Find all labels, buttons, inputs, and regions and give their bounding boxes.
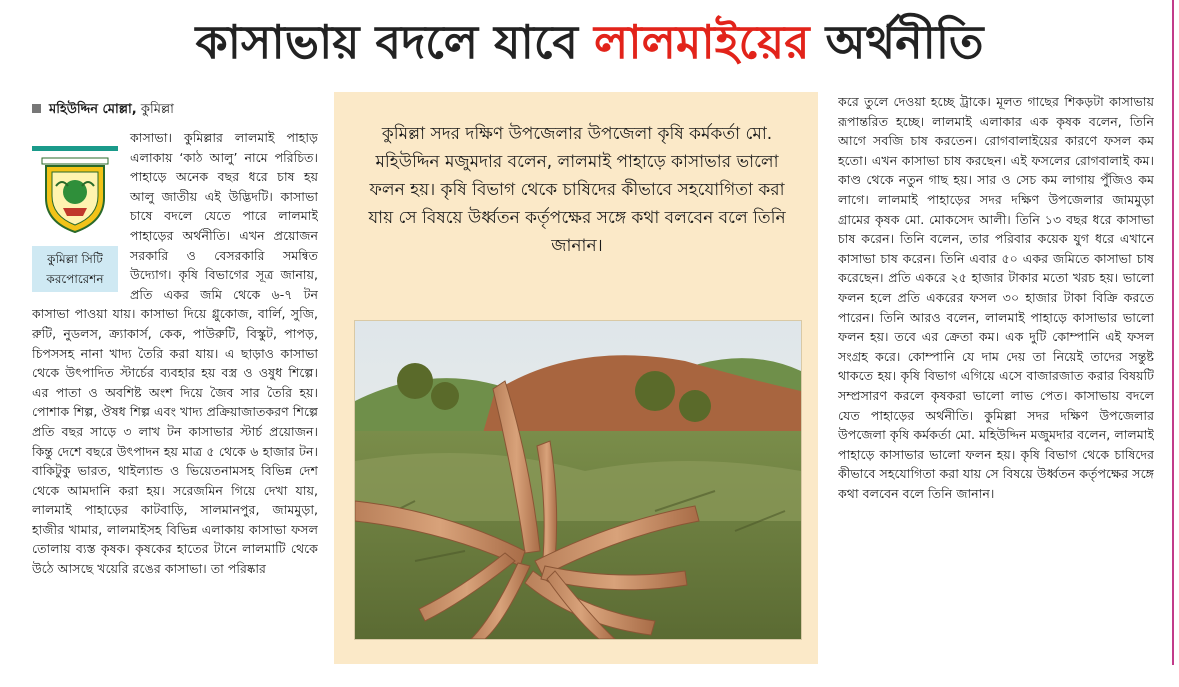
right-column-text: করে তুলে দেওয়া হচ্ছে ট্রাকে। মূলত গাছের শিকড়টা কাসাভায় রূপান্তরিত হচ্ছে। লালমাই এলাকার এক কৃষক বলেন, তিনি আগে সবজি চাষ করতেন। রোগবালাইয়ের কারণে ফসল কম হতো। এখন কাসাভা চাষ করছেন। এই ফসলের রোগবালাই কম। কাণ্ড থেকে নতুন গাছ হয়। সার ও সেচ কম লাগায় পুঁজিও কম লাগে। লালমাই পাহাড়ের সদর দক্ষিণ উপজেলার জামমুড়া গ্রামের কৃষক মো. মোকসেদ আলী। তিনি ১৩ বছর ধরে কাসাভা চাষ করেন। তিনি বলেন, তার পরিবার কয়েক যুগ ধরে এখানে কাসাভা চাষ করেন। তিনি এবার ৫০ একর জমিতে কাসাভা চাষ করেছেন। প্রতি একরে ২৫ হাজার টাকার মতো খরচ হয়। ভালো ফলন হলে প্রতি একরের ফসল ৩০ হাজার টাকা বিক্রি করতে পারেন। তিনি আরও বলেন, লালমাই পাহাড়ে কাসাভার ভালো ফলন হয়। তবে এর ক্রেতা কম। এক দুটি কোম্পানি এই ফসল সংগ্রহ করে। কোম্পানি যে দাম দেয় তা নিয়েই তাদের সন্তুষ্ট থাকতে হয়। কৃষি বিভাগ এগিয়ে এসে বাজারজাত করার বিষয়টি সম্প্রসারণ করলে কৃষকরা ভালো লাভ পেত। কাসাভায় বদলে যেত পাহাড়ের অর্থনীতি। কুমিল্লা সদর দক্ষিণ উপজেলার উপজেলা কৃষি কর্মকর্তা মো. মহিউদ্দিন মজুমদার বলেন, লালমাই পাহাড়ে কাসাভার ভালো ফলন হয়। কৃষি বিভাগ থেকে চাষিদের কীভাবে সহযোগিতা করা যায় সে বিষয়ে উর্ধ্বতন কর্তৃপক্ষের সঙ্গে কথা বলবেন বলে তিনি জানান। bbox=[838, 94, 1154, 501]
headline bbox=[0, 6, 1179, 78]
logo-accent-bar bbox=[32, 146, 118, 151]
cassava-photo-image bbox=[355, 321, 801, 639]
bullet-square-icon bbox=[32, 104, 41, 113]
left-column-text: কাসাভা। কুমিল্লার লালমাই পাহাড় এলাকায় ‘কাঠ আলু’ নামে পরিচিত। পাহাড়ে অনেক বছর ধরে চাষ হয় আলু জাতীয় এই উদ্ভিদটি। কাসাভা চাষে বদলে যেতে পারে লালমাই পাহাড়ের অর্থনীতি। এখন প্রয়োজন সরকারি ও বেসরকারি সমন্বিত উদ্যোগ। কৃষি বিভাগের সূত্র জানায়, প্রতি একর জমি থেকে ৬-৭ টন কাসাভা পাওয়া যায়। কাসাভা দিয়ে গ্লুকোজ, বার্লি, সুজি, রুটি, নুডলস, ক্র্যাকার্স, কেক, পাউরুটি, বিস্কুট, পাপড়, চিপসসহ নানা খাদ্য তৈরি করা যায়। এ ছাড়াও কাসাভা থেকে উৎপাদিত স্টার্চের ব্যবহার হয় বস্ত্র ও ওষুধ শিল্পে। এর পাতা ও অবশিষ্ট অংশ দিয়ে জৈব সার তৈরি হয়। পোশাক শিল্প, ঔষধ শিল্প এবং খাদ্য প্রক্রিয়াজাতকরণ শিল্পে প্রতি বছর সাড়ে ৩ লাখ টন কাসাভার স্টার্চ প্রয়োজন। কিন্তু দেশে বছরে উৎপাদন হয় মাত্র ৫ থেকে ৬ হাজার টন। বাকিটুকু ভারত, থাইল্যান্ড ও ভিয়েতনামসহ বিভিন্ন দেশ থেকে আমদানি করা হয়। সরেজমিন গিয়ে দেখা যায়, লালমাই পাহাড়ের কাটবাড়ি, সালমানপুর, জামমুড়া, হাজীর খামার, লালমাইসহ বিভিন্ন এলাকায় কাসাভা ফসল তোলায় ব্যস্ত কৃষক। কৃষকের হাতের টানে লালমাটি থেকে উঠে আসছে খয়েরি রঙের কাসাভা। তা পরিষ্কার bbox=[32, 130, 318, 577]
byline bbox=[32, 100, 174, 120]
right-column bbox=[838, 92, 1154, 664]
byline-author: মহিউদ্দিন মোল্লা, bbox=[49, 102, 137, 117]
headline-part3: অর্থনীতি bbox=[809, 15, 984, 69]
city-corporation-logo bbox=[32, 146, 120, 296]
pull-quote: কুমিল্লা সদর দক্ষিণ উপজেলার উপজেলা কৃষি কর্মকর্তা মো. মহিউদ্দিন মজুমদার বলেন, লালমাই পাহাড়ে কাসাভার ভালো ফলন হয়। কৃষি বিভাগ থেকে চাষিদের কীভাবে সহযোগিতা করা যায় সে বিষয়ে উর্ধ্বতন কর্তৃপক্ষের সঙ্গে কথা বলবেন বলে তিনি জানান। bbox=[368, 124, 786, 256]
logo-label bbox=[32, 246, 118, 292]
logo-label-line2: করপোরেশন bbox=[46, 272, 104, 286]
page-edge-line bbox=[1172, 0, 1174, 665]
headline-part1: কাসাভায় বদলে যাবে bbox=[195, 15, 594, 69]
byline-place: কুমিল্লা bbox=[136, 102, 174, 117]
left-column bbox=[32, 128, 318, 668]
logo-label-line1: কুমিল্লা সিটি bbox=[47, 252, 103, 266]
cassava-photo bbox=[354, 320, 802, 640]
headline-highlight: লালমাইয়ের bbox=[593, 15, 810, 69]
center-column bbox=[334, 92, 818, 664]
emblem-icon bbox=[38, 156, 112, 236]
